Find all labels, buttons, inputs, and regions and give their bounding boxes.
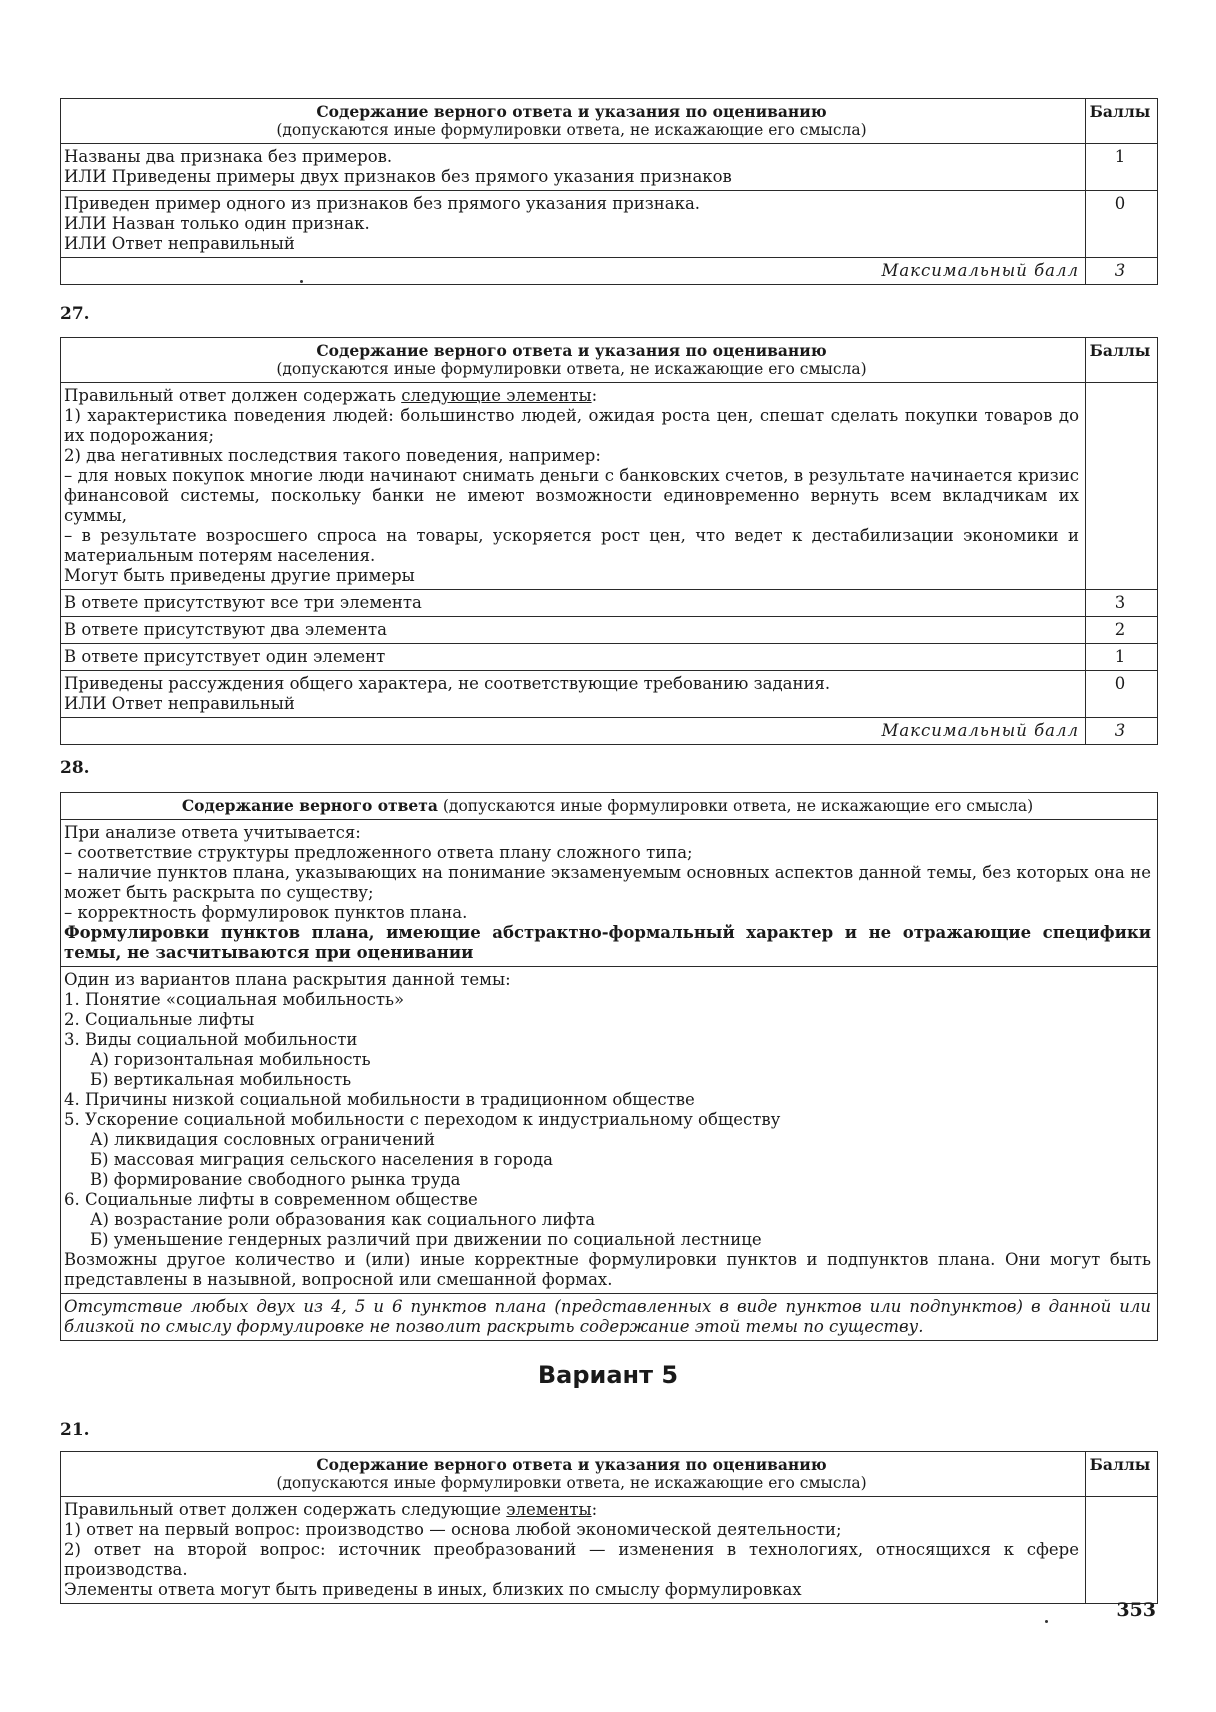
table-row (61, 644, 1158, 671)
criterion-cell (61, 191, 1086, 258)
header-subtitle: (допускаются иные формулировки ответа, не искажающие его смысла) (437, 797, 1034, 815)
max-score-value: 3 (1086, 718, 1158, 745)
points-header: Баллы (1086, 338, 1158, 383)
criterion-cell: В ответе присутствуют все три элемента (61, 590, 1086, 617)
content-line: – для новых покупок многие люди начинают снимать деньги с банковских счетов, в результате начинается кризис финансовой системы, поскольку банки не имеют возможности единовременно вернуть всем вкладчикам их суммы, (64, 466, 1079, 525)
content-line: 1) характеристика поведения людей: большинство людей, ожидая роста цен, спешат сделать покупки товаров до их подорожания; (64, 406, 1079, 445)
criterion-cell: В ответе присутствуют два элемента (61, 617, 1086, 644)
table-row (61, 671, 1158, 718)
scan-speck (1045, 1620, 1048, 1623)
points-cell: 0 (1086, 191, 1158, 258)
plan-subitem: Б) массовая миграция сельского населения в города (90, 1150, 553, 1169)
max-score-row (61, 258, 1158, 285)
header-subtitle: (допускаются иные формулировки ответа, не искажающие его смысла) (276, 1474, 867, 1492)
points-header: Баллы (1086, 1452, 1158, 1497)
header-title: Содержание верного ответа и указания по оцениванию (316, 102, 827, 121)
points-cell-empty (1086, 1497, 1158, 1604)
plan-item: 2. Социальные лифты (64, 1010, 255, 1029)
content-line: Могут быть приведены другие примеры (64, 566, 415, 585)
plan-subitem: Б) вертикальная мобильность (90, 1070, 352, 1089)
analysis-line: – наличие пунктов плана, указывающих на понимание экзаменуемым основных аспектов данной темы, без которых она не может быть раскрыта по существу; (64, 863, 1151, 902)
header-subtitle: (допускаются иные формулировки ответа, не искажающие его смысла) (276, 360, 867, 378)
points-cell: 1 (1086, 144, 1158, 191)
content-intro: Правильный ответ должен содержать следующие элементы: (64, 386, 598, 405)
table-row (61, 191, 1158, 258)
header-title: Содержание верного ответа и указания по оцениванию (316, 341, 827, 360)
plan-item: 6. Социальные лифты в современном обществе (64, 1190, 478, 1209)
plan-note: Возможны другое количество и (или) иные корректные формулировки пунктов и подпунктов плана. Они могут быть представлены в назывной, вопросной или смешанной формах. (64, 1250, 1151, 1289)
table-q21 (60, 1451, 1158, 1604)
table-header (61, 1452, 1086, 1497)
scan-speck (300, 280, 303, 283)
analysis-cell (61, 820, 1158, 967)
footer-italic-note: Отсутствие любых двух из 4, 5 и 6 пунктов плана (представленных в виде пунктов или подпунктов) в данной или близкой по смыслу формулировке не позволит раскрыть содержание этой темы по существу. (61, 1294, 1158, 1341)
table-header (61, 99, 1086, 144)
content-line: 1) ответ на первый вопрос: производство — основа любой экономической деятельности; (64, 1520, 842, 1539)
table-q26-continuation (60, 98, 1158, 285)
criterion-line: Названы два признака без примеров. (64, 147, 393, 166)
points-header: Баллы (1086, 99, 1158, 144)
criterion-line: ИЛИ Ответ неправильный (64, 234, 295, 253)
analysis-bold-note: Формулировки пунктов плана, имеющие абстрактно-формальный характер и не отражающие специфики темы, не засчитываются при оценивании (64, 923, 1151, 962)
header-subtitle: (допускаются иные формулировки ответа, не искажающие его смысла) (276, 121, 867, 139)
answer-content-cell (61, 1497, 1086, 1604)
table-header (61, 338, 1086, 383)
max-score-label: Максимальный балл (61, 718, 1086, 745)
plan-cell (61, 967, 1158, 1294)
analysis-line: – соответствие структуры предложенного ответа плану сложного типа; (64, 843, 693, 862)
criterion-cell (61, 671, 1086, 718)
question-number-21: 21. (60, 1420, 90, 1440)
plan-item: 5. Ускорение социальной мобильности с переходом к индустриальному обществу (64, 1110, 781, 1129)
page-number: 353 (1116, 1599, 1156, 1621)
points-cell: 2 (1086, 617, 1158, 644)
plan-item: 4. Причины низкой социальной мобильности в традиционном обществе (64, 1090, 695, 1109)
criterion-line: Приведен пример одного из признаков без прямого указания признака. (64, 194, 701, 213)
content-intro: Правильный ответ должен содержать следующие элементы: (64, 1500, 598, 1519)
plan-subitem: А) возрастание роли образования как социального лифта (90, 1210, 596, 1229)
table-q27 (60, 337, 1158, 745)
content-line: – в результате возросшего спроса на товары, ускоряется рост цен, что ведет к дестабилизации экономики и материальным потерям населения. (64, 526, 1079, 565)
question-number-27: 27. (60, 304, 90, 324)
question-number-28: 28. (60, 758, 90, 778)
content-line: 2) два негативных последствия такого поведения, например: (64, 446, 601, 465)
criterion-line: Приведены рассуждения общего характера, не соответствующие требованию задания. (64, 674, 831, 693)
answer-content-cell (61, 383, 1086, 590)
points-cell: 0 (1086, 671, 1158, 718)
criterion-cell: В ответе присутствует один элемент (61, 644, 1086, 671)
table-row (61, 617, 1158, 644)
variant-heading: Вариант 5 (537, 1361, 679, 1389)
content-line: 2) ответ на второй вопрос: источник преобразований — изменения в технологиях, относящихся к сфере производства. (64, 1540, 1079, 1579)
header-title: Содержание верного ответа и указания по оцениванию (316, 1455, 827, 1474)
max-score-value: 3 (1086, 258, 1158, 285)
table-row (61, 590, 1158, 617)
points-cell: 3 (1086, 590, 1158, 617)
criterion-line: ИЛИ Назван только один признак. (64, 214, 370, 233)
max-score-row (61, 718, 1158, 745)
plan-intro: Один из вариантов плана раскрытия данной темы: (64, 970, 511, 989)
criterion-line: ИЛИ Ответ неправильный (64, 694, 295, 713)
header-title: Содержание верного ответа (181, 796, 438, 815)
plan-subitem: Б) уменьшение гендерных различий при движении по социальной лестнице (90, 1230, 762, 1249)
plan-subitem: А) горизонтальная мобильность (90, 1050, 371, 1069)
criterion-line: ИЛИ Приведены примеры двух признаков без прямого указания признаков (64, 167, 732, 186)
analysis-line: – корректность формулировок пунктов плана. (64, 903, 468, 922)
table-row (61, 144, 1158, 191)
points-cell-empty (1086, 383, 1158, 590)
table-q28 (60, 792, 1158, 1341)
plan-item: 3. Виды социальной мобильности (64, 1030, 358, 1049)
plan-item: 1. Понятие «социальная мобильность» (64, 990, 405, 1009)
max-score-label: Максимальный балл (61, 258, 1086, 285)
content-line: Элементы ответа могут быть приведены в иных, близких по смыслу формулировках (64, 1580, 802, 1599)
analysis-line: При анализе ответа учитывается: (64, 823, 361, 842)
plan-subitem: А) ликвидация сословных ограничений (90, 1130, 435, 1149)
criterion-cell (61, 144, 1086, 191)
points-cell: 1 (1086, 644, 1158, 671)
table-header (61, 793, 1158, 820)
plan-subitem: В) формирование свободного рынка труда (90, 1170, 461, 1189)
